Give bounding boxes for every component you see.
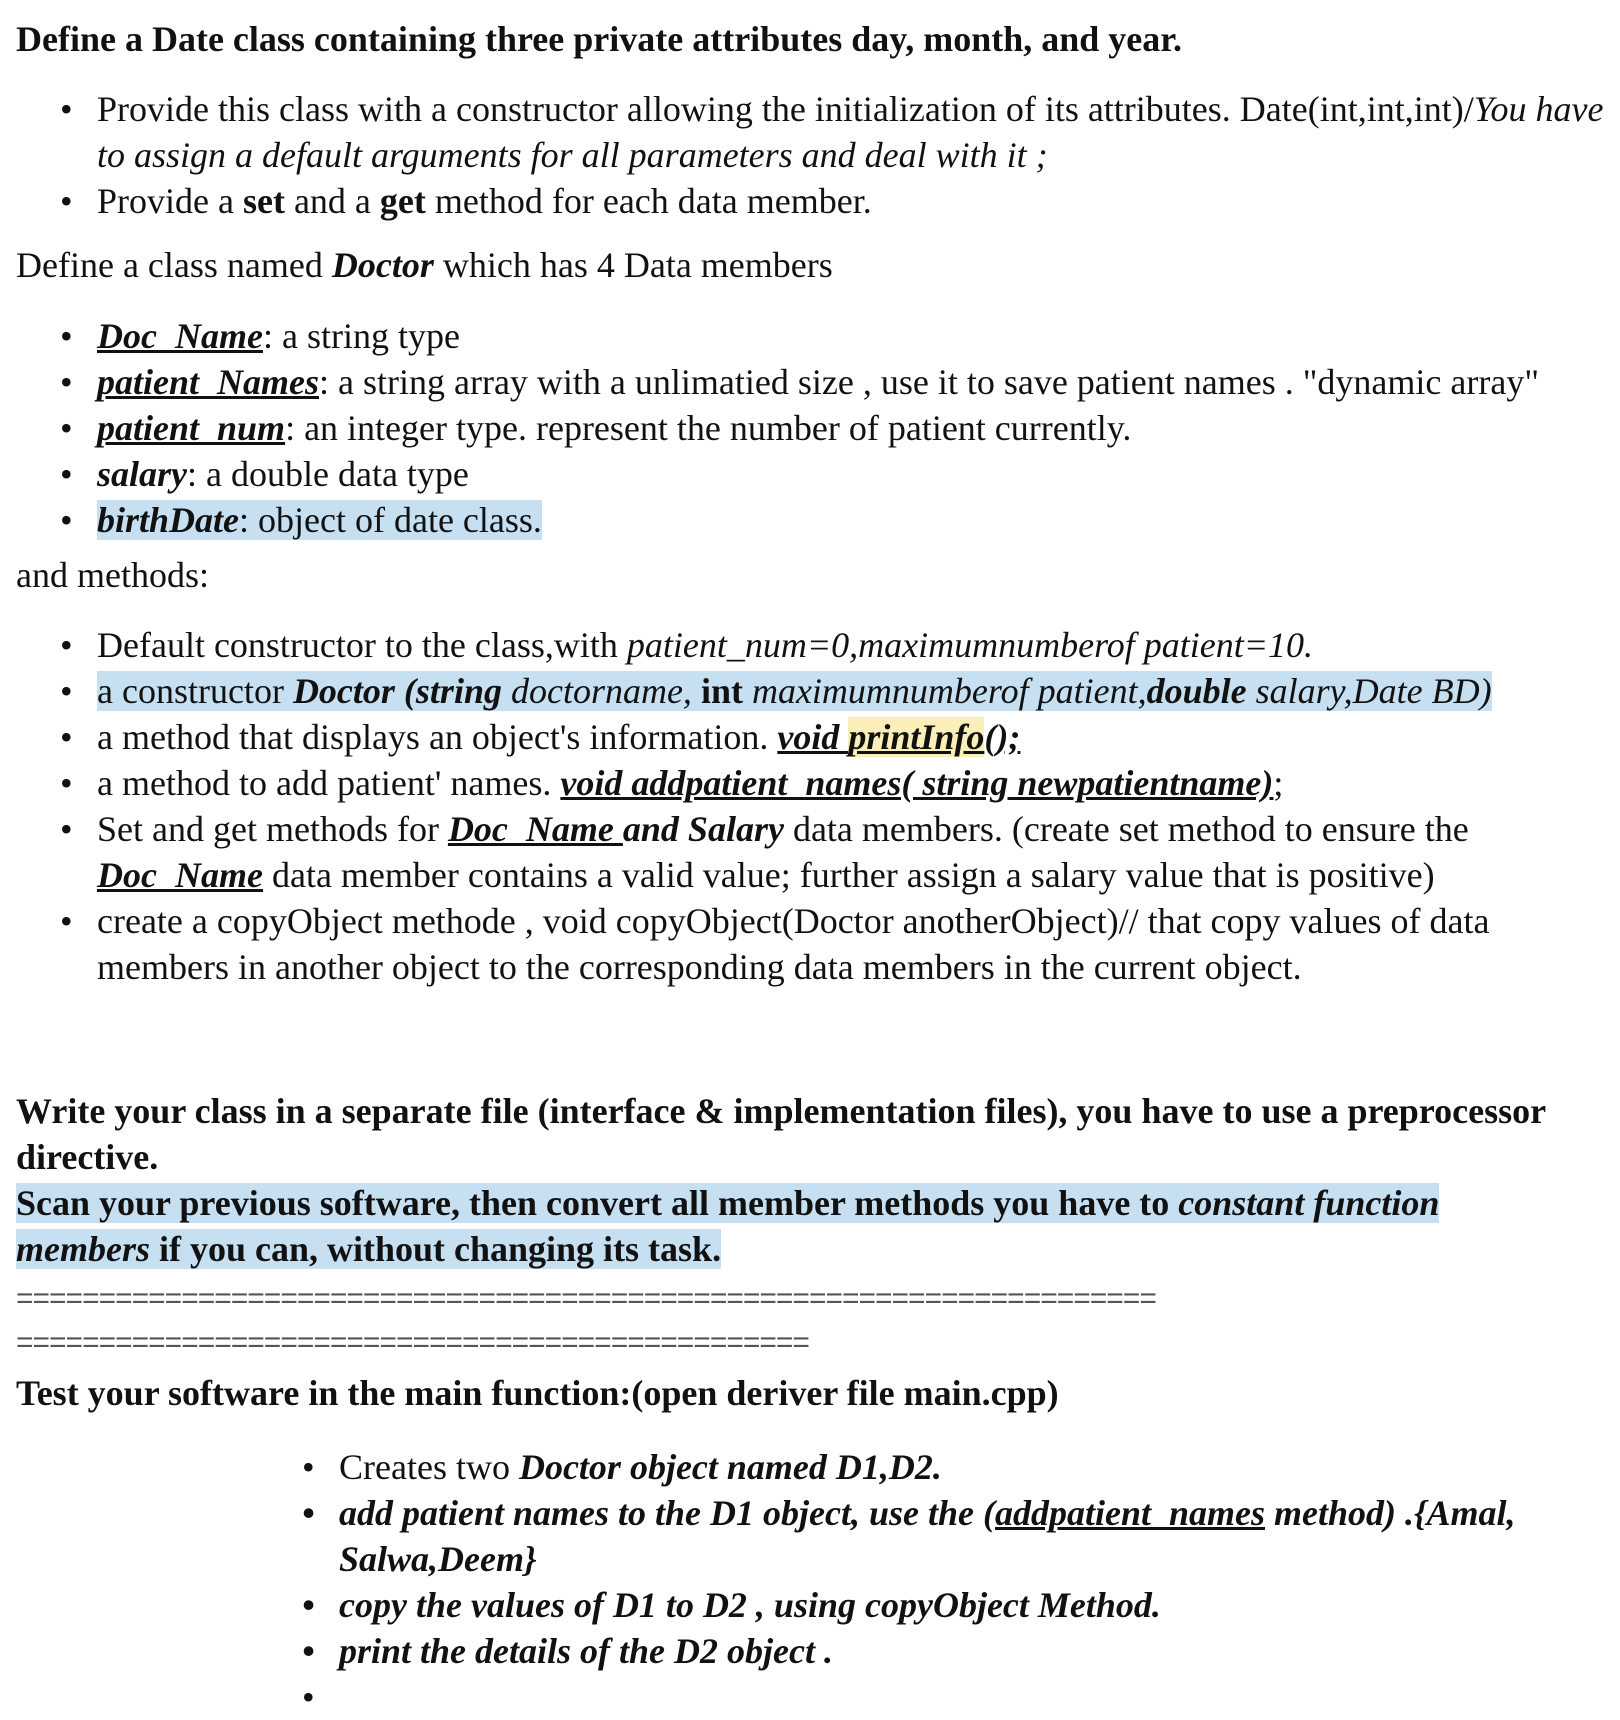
- date-class-requirements: [16, 86, 1616, 224]
- member-name: salary: [97, 454, 187, 494]
- list-item: [16, 497, 1616, 543]
- method-text: a method that displays an object's information.: [97, 717, 778, 757]
- list-item: [16, 359, 1616, 405]
- member-name: birthDate: [97, 500, 240, 540]
- method-code: void addpatient_names( string newpatientname): [560, 763, 1274, 803]
- list-item: [16, 898, 1616, 990]
- list-item: [258, 1490, 1598, 1582]
- test-text: copy the values of D1 to D2 , using copyObject Method.: [339, 1585, 1161, 1625]
- list-item: [16, 86, 1616, 178]
- method-code: void: [777, 717, 849, 757]
- method-code: Doctor (: [292, 671, 416, 711]
- doctor-methods: [16, 622, 1616, 990]
- test-text: add patient names to the D1 object, use the (: [339, 1493, 995, 1533]
- item-text: method for each data member.: [425, 181, 872, 221]
- item-text: Provide this class with a constructor allowing the initialization of its attributes. Date(int,int,int)/: [97, 89, 1474, 129]
- method-code: Doc_Name: [97, 855, 263, 895]
- method-code: maximumnumberof patient,: [742, 671, 1147, 711]
- test-steps: [258, 1444, 1598, 1720]
- item-text: and a: [284, 181, 380, 221]
- test-text: method) .{Amal, Salwa,Deem}: [339, 1493, 1516, 1579]
- method-code: string: [415, 671, 502, 711]
- member-desc: : a string type: [262, 316, 460, 356]
- scan-text: Scan your previous software, then convert all member methods you have to: [16, 1183, 1179, 1223]
- empty-list-item: [258, 1674, 1598, 1720]
- method-text: a constructor: [97, 671, 293, 711]
- highlight: [97, 671, 1492, 711]
- list-item: [258, 1444, 1598, 1490]
- item-text-italic: You have to assign a default arguments for all parameters and deal with it ;: [97, 89, 1604, 175]
- item-keyword-get: get: [379, 181, 426, 221]
- test-heading: Test your software in the main function:(open deriver file main.cpp): [16, 1373, 1059, 1413]
- test-text: Creates two: [339, 1447, 519, 1487]
- method-code: ();: [984, 717, 1021, 757]
- intro-text: which has 4 Data members: [433, 245, 833, 285]
- list-item: [258, 1582, 1598, 1628]
- method-text-italic: patient_num=0,maximumnumberof patient=10.: [626, 625, 1314, 665]
- member-desc: : a double data type: [187, 454, 469, 494]
- member-name: Doc_Name: [97, 316, 263, 356]
- method-code: Doc_Name: [447, 809, 623, 849]
- method-text: a method to add patient' names.: [97, 763, 561, 803]
- method-code: and Salary: [622, 809, 784, 849]
- method-code: doctorname,: [501, 671, 701, 711]
- list-item: [258, 1628, 1598, 1674]
- method-code: double: [1146, 671, 1247, 711]
- write-note: Write your class in a separate file (interface & implementation files), you have to use a preprocessor directive.: [16, 1091, 1546, 1177]
- method-code: int: [700, 671, 743, 711]
- test-text: print the details of the D2 object .: [339, 1631, 833, 1671]
- doctor-class-intro: [16, 242, 1614, 288]
- list-item: [16, 313, 1616, 359]
- list-item: [16, 806, 1616, 898]
- list-item: [16, 622, 1616, 668]
- member-desc: : object of date class.: [239, 500, 542, 540]
- member-desc: : an integer type. represent the number of patient currently.: [285, 408, 1132, 448]
- doctor-data-members: [16, 313, 1616, 543]
- test-text-italic: Doctor object named D1,D2.: [518, 1447, 942, 1487]
- list-item: [16, 405, 1616, 451]
- item-keyword-set: set: [242, 181, 285, 221]
- test-method-name: addpatient_names: [994, 1493, 1266, 1533]
- method-text: data members. (create set method to ensure the: [783, 809, 1469, 849]
- highlight: [16, 1183, 1439, 1269]
- intro-text: Define a class named: [16, 245, 332, 285]
- class-name-doctor: Doctor: [331, 245, 434, 285]
- scan-text: if you can, without changing its task.: [149, 1229, 722, 1269]
- item-text: Provide a: [97, 181, 243, 221]
- list-item: [16, 714, 1616, 760]
- member-name: patient_Names: [97, 362, 319, 402]
- list-item: [16, 178, 1616, 224]
- methods-label: and methods:: [16, 555, 209, 595]
- method-text: data member contains a valid value; further assign a salary value that is positive): [262, 855, 1435, 895]
- method-code: salary,Date BD): [1246, 671, 1492, 711]
- method-text: ;: [1273, 763, 1284, 803]
- member-desc: : a string array with a unlimatied size , use it to save patient names . "dynamic array": [319, 362, 1540, 402]
- date-class-heading: Define a Date class containing three private attributes day, month, and year.: [16, 19, 1182, 59]
- scan-note: [16, 1180, 1530, 1272]
- separator-line: =====================================================================: [16, 1282, 1156, 1315]
- separator-line: ================================================: [16, 1326, 809, 1359]
- method-text: create a copyObject methode , void copyObject(Doctor anotherObject)// that copy values of data members in another object to the corresponding data members in the current object.: [97, 901, 1490, 987]
- list-item: [16, 451, 1616, 497]
- method-code-highlight: printInfo: [848, 717, 985, 757]
- list-item: [16, 760, 1616, 806]
- scan-text-italic: constant function members: [16, 1183, 1440, 1269]
- method-text: Set and get methods for: [97, 809, 448, 849]
- member-name: patient_num: [97, 408, 286, 448]
- list-item: [16, 668, 1616, 714]
- highlight: [97, 500, 542, 540]
- method-text: Default constructor to the class,with: [97, 625, 627, 665]
